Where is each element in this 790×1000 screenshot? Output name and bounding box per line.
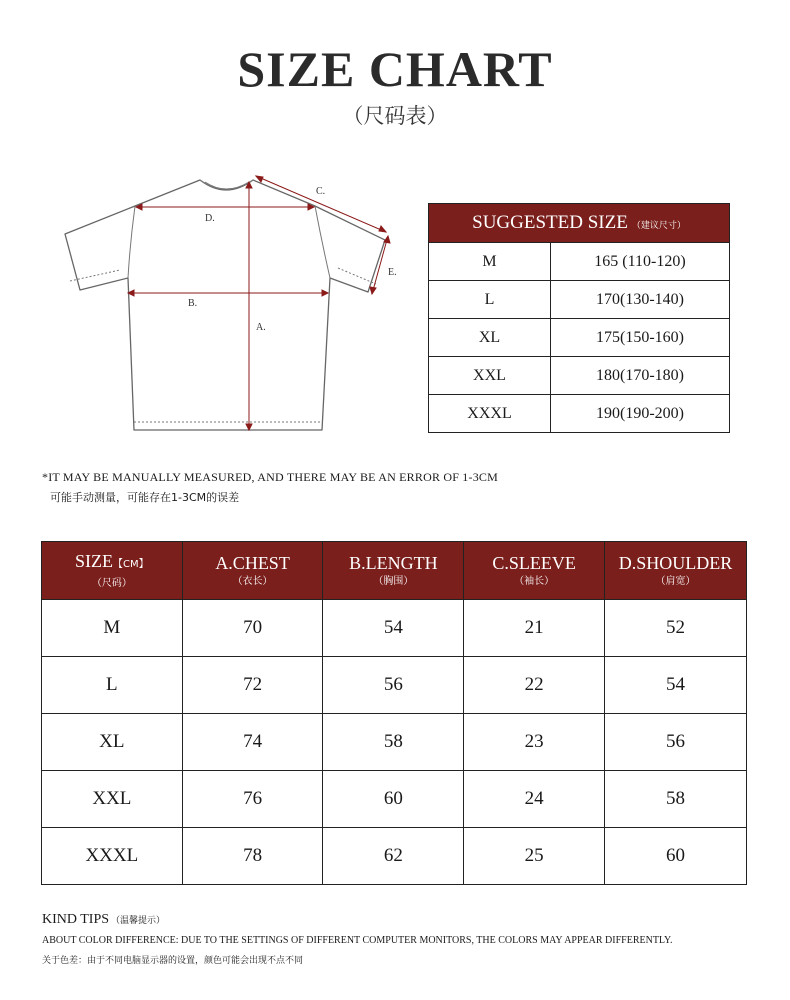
size-cell: M xyxy=(42,600,183,657)
label-c: C. xyxy=(316,186,326,197)
header-row xyxy=(42,542,747,600)
table-row xyxy=(42,828,747,885)
sleeve-cell: 22 xyxy=(464,657,605,714)
suggested-size-title-cn: （建议尺寸） xyxy=(631,221,686,231)
fit-cell: 190(190-200) xyxy=(551,395,730,433)
table-row xyxy=(429,395,730,433)
header-shoulder-label: D.SHOULDER xyxy=(618,552,733,573)
shoulder-cell: 54 xyxy=(605,657,747,714)
size-cell: XL xyxy=(429,319,551,357)
suggested-size-header xyxy=(429,204,730,243)
fit-cell: 175(150-160) xyxy=(551,319,730,357)
page-title: SIZE CHART xyxy=(237,41,553,97)
header-size xyxy=(42,542,183,600)
sleeve-cell: 23 xyxy=(464,714,605,771)
header-sleeve xyxy=(464,542,605,600)
color-difference-note: ABOUT COLOR DIFFERENCE: DUE TO THE SETTINGS OF DIFFERENT COMPUTER MONITORS, THE COLORS MAY APPEAR DIFFERENTLY. xyxy=(42,935,673,946)
header-size-unit: 【CM】 xyxy=(113,558,149,570)
kind-tips-title-cn: （温馨提示） xyxy=(111,916,166,926)
chest-cell: 74 xyxy=(182,714,323,771)
sleeve-cell: 25 xyxy=(464,828,605,885)
tshirt-diagram xyxy=(60,168,410,444)
chest-cell: 76 xyxy=(182,771,323,828)
table-row xyxy=(42,600,747,657)
header-size-label: SIZE xyxy=(75,550,114,571)
table-row xyxy=(42,714,747,771)
tshirt-outline xyxy=(65,180,385,430)
label-b: B. xyxy=(188,298,198,309)
chest-cell: 70 xyxy=(182,600,323,657)
label-e: E. xyxy=(388,267,397,278)
shoulder-cell: 56 xyxy=(605,714,747,771)
header-chest-cn: （衣长） xyxy=(232,575,273,587)
header-shoulder-cn: （肩宽） xyxy=(655,575,696,587)
table-row xyxy=(42,657,747,714)
size-table xyxy=(41,541,747,885)
size-cell: XXL xyxy=(42,771,183,828)
table-row xyxy=(429,319,730,357)
suggested-size-table xyxy=(428,203,730,433)
header-size-cn: （尺码） xyxy=(91,577,132,589)
shoulder-cell: 52 xyxy=(605,600,747,657)
kind-tips-heading xyxy=(42,912,165,928)
color-difference-note-cn: 关于色差：由于不同电脑显示器的设置，颜色可能会出现不点不同 xyxy=(42,956,304,966)
size-cell: XXXL xyxy=(42,828,183,885)
table-row xyxy=(429,281,730,319)
length-cell: 60 xyxy=(323,771,464,828)
size-cell: XXL xyxy=(429,357,551,395)
table-row xyxy=(429,357,730,395)
size-cell: XXXL xyxy=(429,395,551,433)
fit-cell: 180(170-180) xyxy=(551,357,730,395)
length-cell: 62 xyxy=(323,828,464,885)
header-sleeve-label: C.SLEEVE xyxy=(492,552,576,573)
table-row xyxy=(42,771,747,828)
sleeve-cell: 24 xyxy=(464,771,605,828)
shoulder-cell: 58 xyxy=(605,771,747,828)
header-chest-label: A.CHEST xyxy=(215,552,290,573)
size-cell: XL xyxy=(42,714,183,771)
table-row xyxy=(429,243,730,281)
label-a: A. xyxy=(256,322,266,333)
header-length-label: B.LENGTH xyxy=(349,552,438,573)
fit-cell: 165 (110-120) xyxy=(551,243,730,281)
measurement-note: *IT MAY BE MANUALLY MEASURED, AND THERE MAY BE AN ERROR OF 1-3CM xyxy=(42,470,498,484)
chest-cell: 72 xyxy=(182,657,323,714)
chest-cell: 78 xyxy=(182,828,323,885)
header-shoulder xyxy=(605,542,747,600)
length-cell: 56 xyxy=(323,657,464,714)
length-cell: 54 xyxy=(323,600,464,657)
size-cell: L xyxy=(429,281,551,319)
suggested-size-title: SUGGESTED SIZE xyxy=(472,212,628,233)
header-length-cn: （胸围） xyxy=(373,575,414,587)
header-sleeve-cn: （袖长） xyxy=(514,575,555,587)
length-cell: 58 xyxy=(323,714,464,771)
size-cell: M xyxy=(429,243,551,281)
page-subtitle: （尺码表） xyxy=(342,104,448,128)
header-chest xyxy=(182,542,323,600)
kind-tips-title: KIND TIPS xyxy=(42,912,110,927)
sleeve-cell: 21 xyxy=(464,600,605,657)
label-d: D. xyxy=(205,213,215,224)
size-cell: L xyxy=(42,657,183,714)
measurement-note-cn: 可能手动测量，可能存在1-3CM的误差 xyxy=(50,491,240,504)
header-length xyxy=(323,542,464,600)
fit-cell: 170(130-140) xyxy=(551,281,730,319)
shoulder-cell: 60 xyxy=(605,828,747,885)
